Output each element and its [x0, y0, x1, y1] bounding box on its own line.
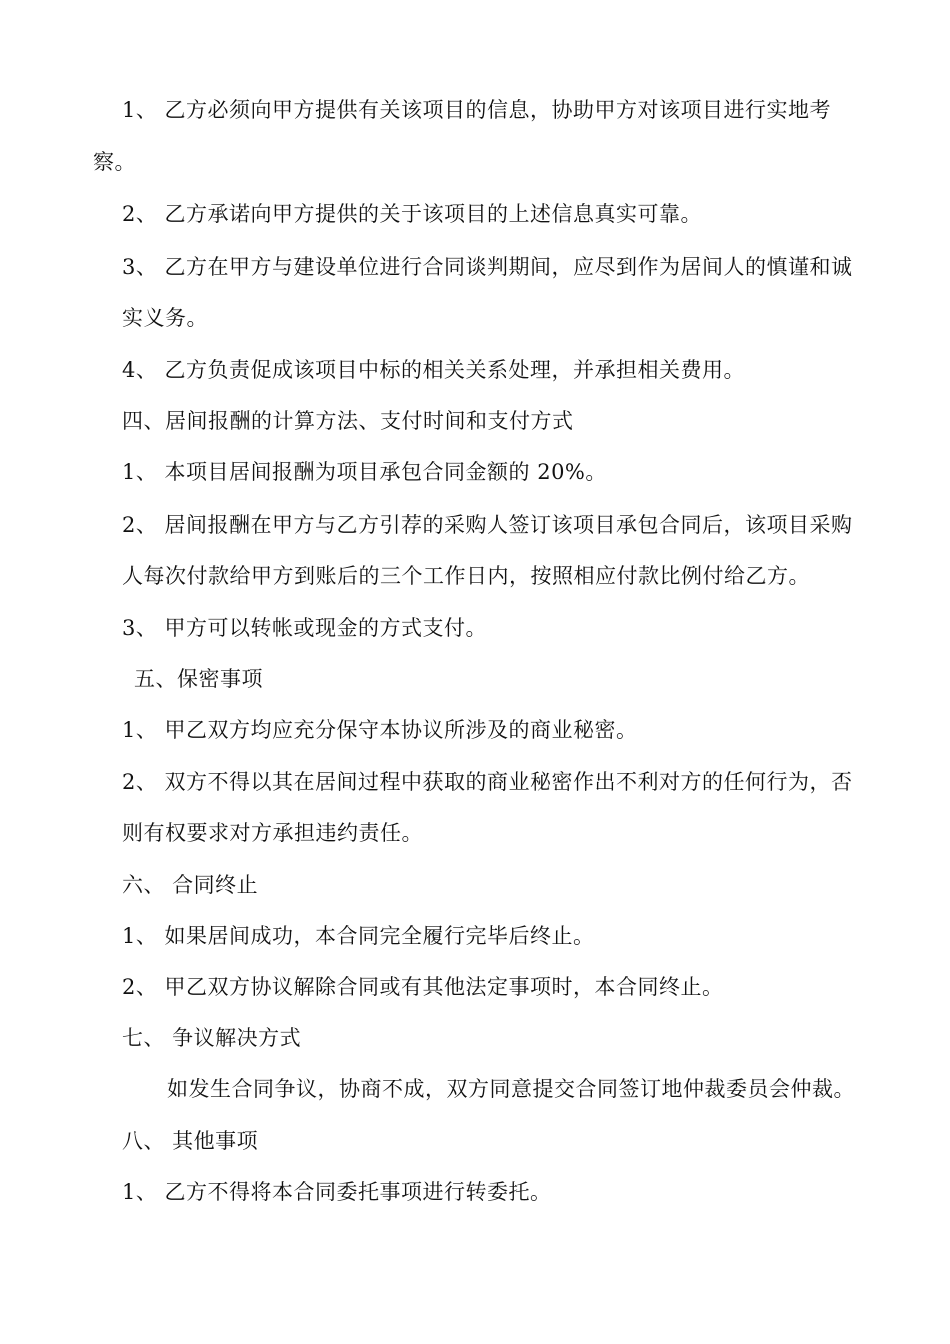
clause-5-item-2-continued: 则有权要求对方承担违约责任。 [122, 821, 423, 845]
section-7-heading: 七、 争议解决方式 [122, 1026, 302, 1050]
clause-4-item-2: 2、 居间报酬在甲方与乙方引荐的采购人签订该项目承包合同后，该项目采购 [122, 513, 853, 537]
clause-3-item-4: 4、 乙方负责促成该项目中标的相关关系处理，并承担相关费用。 [122, 358, 746, 382]
clause-7-body: 如发生合同争议，协商不成，双方同意提交合同签订地仲裁委员会仲裁。 [167, 1077, 855, 1101]
clause-4-item-3: 3、 甲方可以转帐或现金的方式支付。 [122, 616, 488, 640]
clause-6-item-1: 1、 如果居间成功，本合同完全履行完毕后终止。 [122, 924, 595, 948]
clause-4-item-2-continued: 人每次付款给甲方到账后的三个工作日内，按照相应付款比例付给乙方。 [122, 564, 810, 588]
section-5-heading: 五、保密事项 [134, 667, 263, 691]
clause-3-item-1-continued: 察。 [93, 150, 136, 174]
clause-6-item-2: 2、 甲乙双方协议解除合同或有其他法定事项时，本合同终止。 [122, 975, 724, 999]
section-4-heading: 四、居间报酬的计算方法、支付时间和支付方式 [122, 409, 574, 433]
clause-4-item-1: 1、 本项目居间报酬为项目承包合同金额的 20%。 [122, 460, 607, 484]
clause-5-item-1: 1、 甲乙双方均应充分保守本协议所涉及的商业秘密。 [122, 718, 638, 742]
clause-3-item-1: 1、 乙方必须向甲方提供有关该项目的信息，协助甲方对该项目进行实地考 [122, 98, 832, 122]
clause-3-item-3: 3、 乙方在甲方与建设单位进行合同谈判期间，应尽到作为居间人的慎谨和诚 [122, 255, 853, 279]
clause-8-item-1: 1、 乙方不得将本合同委托事项进行转委托。 [122, 1180, 552, 1204]
clause-3-item-2: 2、 乙方承诺向甲方提供的关于该项目的上述信息真实可靠。 [122, 202, 703, 226]
clause-5-item-2: 2、 双方不得以其在居间过程中获取的商业秘密作出不利对方的任何行为，否 [122, 770, 853, 794]
section-6-heading: 六、 合同终止 [122, 873, 259, 897]
section-8-heading: 八、 其他事项 [122, 1129, 259, 1153]
clause-3-item-3-continued: 实义务。 [122, 306, 208, 330]
